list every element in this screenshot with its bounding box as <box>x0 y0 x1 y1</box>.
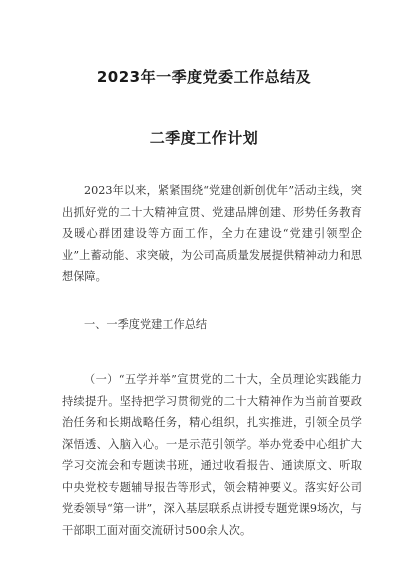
document-title-line-1: 2023年一季度党委工作总结及 <box>96 68 312 86</box>
body-paragraph: （一）“五学并举”宣贯党的二十大，全员理论实践能力持续提升。坚持把学习贯彻党的二十大精神作为当前首要政治任务和长期战略任务，精心组织，扎实推进，引领全员学深悟透、入脑入心。一是示范引领学。举办党委中心组扩大学习交流会和专题读书班，通过收看报告、通读原文、听取中央党校专题辅导报告等形式，领会精神要义。落实好公司党委领导“第一讲”，深入基层联系点讲授专题党课9场次，与干部职工面对面交流研讨500余人次。 <box>62 373 362 537</box>
section-heading: 一、一季度党建工作总结 <box>84 318 208 331</box>
intro-paragraph: 2023年以来，紧紧围绕“党建创新创优年”活动主线，突出抓好党的二十大精神宣贯、党建品牌创建、形势任务教育及暖心群团建设等方面工作，全力在建设“党建引领型企业”上蓄动能、求突破，为公司高质量发展提供精神动力和思想保障。 <box>62 184 362 283</box>
document-title-line-2: 二季度工作计划 <box>149 129 259 147</box>
